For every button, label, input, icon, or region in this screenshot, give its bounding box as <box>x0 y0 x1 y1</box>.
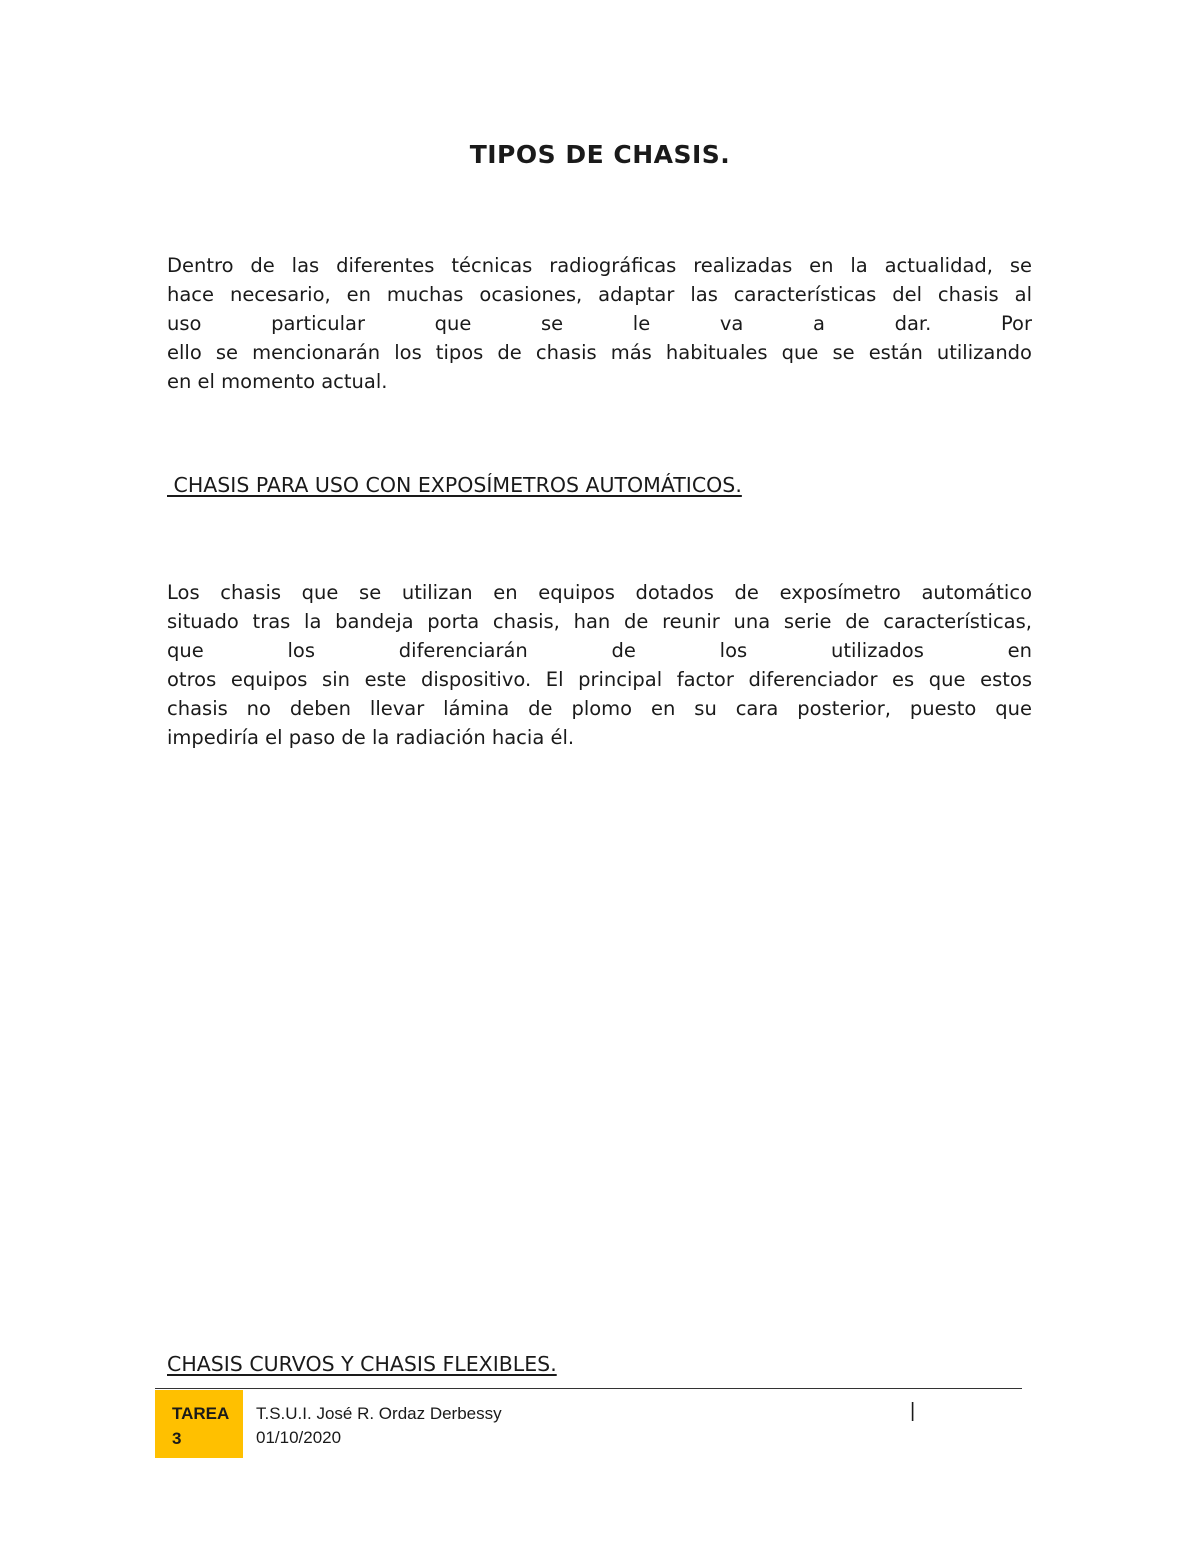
paragraph-line: situado tras la bandeja porta chasis, han de reunir una serie de características, <box>167 610 1032 633</box>
paragraph-line: impediría el paso de la radiación hacia él. <box>167 726 575 749</box>
paragraph-line: otros equipos sin este dispositivo. El principal factor diferenciador es que estos <box>167 668 1032 691</box>
document-title: TIPOS DE CHASIS. <box>469 140 731 169</box>
section-heading-curvos: CHASIS CURVOS Y CHASIS FLEXIBLES. <box>167 1352 557 1376</box>
intro-paragraph <box>167 251 1032 396</box>
paragraph-line: Los chasis que se utilizan en equipos dotados de exposímetro automático <box>167 581 1032 604</box>
footer-separator: | <box>910 1400 916 1422</box>
intro-line: en el momento actual. <box>167 370 388 393</box>
footer-author: T.S.U.I. José R. Ordaz Derbessy <box>256 1404 502 1423</box>
paragraph-line: que los diferenciarán de los utilizados en <box>167 639 1032 662</box>
footer-date: 01/10/2020 <box>256 1428 342 1447</box>
paragraph-line: chasis no deben llevar lámina de plomo en su cara posterior, puesto que <box>167 697 1032 720</box>
section-heading-exposimetros: CHASIS PARA USO CON EXPOSÍMETROS AUTOMÁTICOS. <box>167 473 742 497</box>
intro-line: hace necesario, en muchas ocasiones, adaptar las características del chasis al <box>167 283 1032 306</box>
footer-badge-line: TAREA <box>172 1404 230 1423</box>
intro-line: ello se mencionarán los tipos de chasis más habituales que se están utilizando <box>167 341 1032 364</box>
intro-line: uso particular que se le va a dar. Por <box>167 312 1032 335</box>
footer-badge <box>155 1390 243 1458</box>
footer-badge-line: 3 <box>172 1429 182 1448</box>
footer-divider <box>155 1388 1022 1389</box>
section-paragraph-exposimetros <box>167 578 1032 752</box>
footer-badge-text <box>172 1401 242 1451</box>
intro-line: Dentro de las diferentes técnicas radiográficas realizadas en la actualidad, se <box>167 254 1032 277</box>
